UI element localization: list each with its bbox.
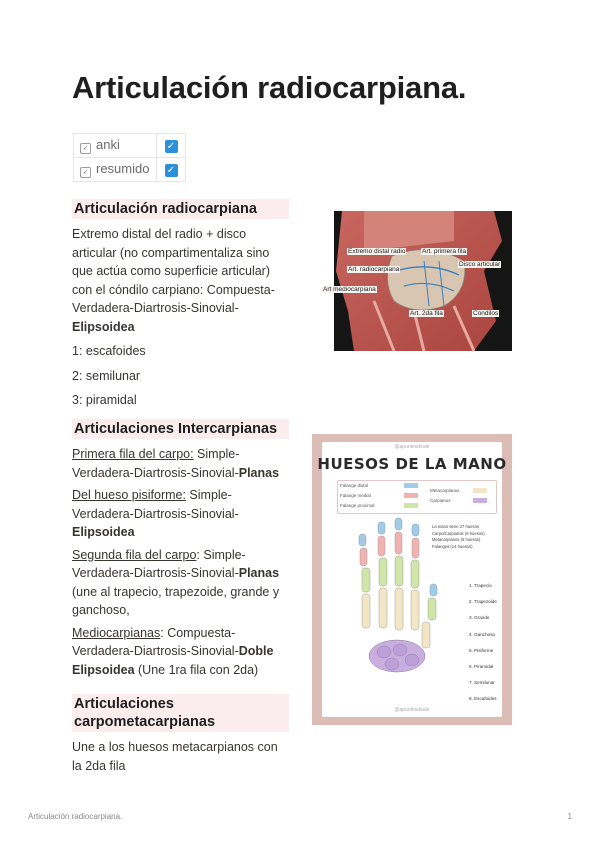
label-extremo-distal: Extremo distal radio xyxy=(348,248,406,255)
paragraph xyxy=(72,546,289,620)
property-label: resumido xyxy=(96,161,150,176)
properties-table xyxy=(73,133,186,182)
list-item: 1: escafoides xyxy=(72,344,146,358)
checkmark-icon: ✓ xyxy=(165,164,178,177)
property-icon: ✓ xyxy=(80,167,91,178)
section-carpometacarpianas xyxy=(72,694,289,775)
paragraph: Une a los huesos metacarpianos con la 2da fila xyxy=(72,740,278,773)
label-art-2da-fila: Art. 2da fila xyxy=(410,310,443,317)
label-condilos: Condilos xyxy=(473,310,499,317)
property-label: anki xyxy=(96,137,120,152)
paragraph xyxy=(72,225,289,336)
paragraph xyxy=(72,445,289,482)
page-number: 1 xyxy=(567,812,572,821)
label-art-mediocarpiana: Art mediocarpiana xyxy=(323,286,376,293)
footer-title: Articulación radiocarpiana. xyxy=(28,812,123,821)
list-item: 2: semilunar xyxy=(72,368,141,383)
page-title: Articulación radiocarpiana. xyxy=(72,70,467,105)
carpal-item: 1. Trapecio xyxy=(469,583,492,588)
legend-label: Falange proximal xyxy=(340,503,375,508)
carpal-item: 5. Pisiforme xyxy=(469,647,494,653)
notes-block xyxy=(432,524,510,550)
property-icon: ✓ xyxy=(80,143,91,154)
note-line: Carpo/Carpianos (8 huesos) xyxy=(432,530,485,536)
bold-term: Elipsoidea xyxy=(72,525,135,539)
credit-bottom: @apuntesdeale xyxy=(394,707,430,713)
paragraph-text: (Une 1ra fila con 2da) xyxy=(134,662,259,677)
underlined-term: Del hueso pisiforme: xyxy=(72,488,186,502)
resumido-checkbox[interactable] xyxy=(157,158,186,182)
wrist-anatomy-drawing xyxy=(334,211,512,351)
legend-label: Falange distal xyxy=(340,483,369,488)
section-radiocarpiana xyxy=(72,199,289,410)
paragraph xyxy=(72,486,289,542)
infographic-title: HUESOS DE LA MANO xyxy=(317,455,507,473)
list-item: 3: piramidal xyxy=(72,393,137,407)
carpal-list xyxy=(469,578,509,708)
paragraph-text: Simple-Verdadera-Diartrosis-Sinovial- xyxy=(72,447,240,480)
checkmark-icon: ✓ xyxy=(165,140,178,153)
bold-term: Planas xyxy=(238,465,280,480)
paragraph-text: Extremo distal del radio + disco articular (no compartimentaliza sino que actúa como superficie articular) con el cóndilo carpiano: Compuesta-Verdadera-Diartrosis-Sinovial- xyxy=(72,227,275,315)
legend-label: Falange medial xyxy=(340,493,371,498)
anki-checkbox[interactable] xyxy=(157,134,186,158)
carpal-item: 3. Grande xyxy=(469,615,490,621)
section-heading: Articulaciones Intercarpianas xyxy=(72,419,289,439)
paragraph-text: : Simple-Verdadera-Diartrosis-Sinovial- xyxy=(72,547,246,580)
carpal-item: 7. Semilunar xyxy=(469,680,495,686)
section-intercarpianas xyxy=(72,419,289,679)
hand-bones-infographic xyxy=(312,434,512,725)
legend-label: Carpianos xyxy=(430,498,451,503)
wrist-anatomy-image xyxy=(323,211,512,351)
paragraph xyxy=(72,624,289,680)
paragraph-text: (une al trapecio, trapezoide, grande y ganchoso, xyxy=(72,584,280,617)
note-line: Metacarpianos (5 huesos) xyxy=(432,537,481,542)
section-heading: Articulaciones carpometacarpianas xyxy=(72,694,289,732)
credit-top: @apuntesdeale xyxy=(394,444,430,450)
carpal-item: 8. Escafoides xyxy=(469,696,497,702)
underlined-term: Segunda fila del carpo xyxy=(72,547,197,562)
label-disco-articular: Disco articular xyxy=(459,261,501,268)
underlined-term: Mediocarpianas xyxy=(72,625,161,640)
paragraph-text: : Compuesta-Verdadera-Diartrosis-Sinovial- xyxy=(72,625,239,658)
note-line: La mano tiene 27 huesos xyxy=(432,524,480,529)
label-primera-fila: Art. primera fila xyxy=(422,248,467,255)
bold-term: Planas xyxy=(238,566,280,580)
underlined-term: Primera fila del carpo: xyxy=(72,447,194,461)
bold-term: Elipsoidea xyxy=(72,319,135,334)
property-row-anki xyxy=(74,134,186,158)
label-art-radiocarpiana: Art. radiocarpiana xyxy=(348,266,400,273)
carpal-item: 6. Piramidal xyxy=(469,664,494,670)
carpal-item: 4. Ganchoso xyxy=(469,631,496,637)
legend-label: Metacarpianos xyxy=(430,488,460,493)
carpal-item: 2. Trapezoide xyxy=(469,599,497,605)
property-row-resumido xyxy=(74,158,186,182)
section-heading: Articulación radiocarpiana xyxy=(72,199,289,219)
paragraph-text: Simple-Verdadera-Diartrosis-Sinovial- xyxy=(72,488,239,521)
bold-term: Doble Elipsoidea xyxy=(72,644,274,677)
note-line: Falanges (14 huesos) xyxy=(432,543,473,549)
